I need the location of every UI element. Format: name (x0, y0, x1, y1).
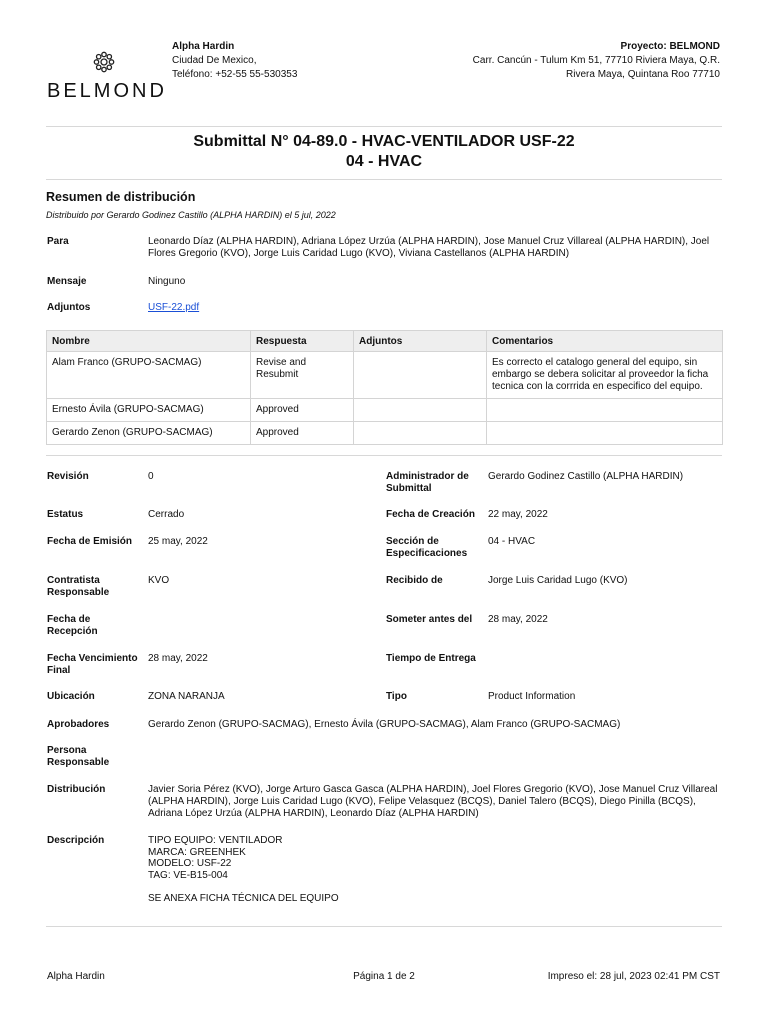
descripcion-line: TIPO EQUIPO: VENTILADOR (148, 835, 283, 846)
col-respuesta: Respuesta (251, 331, 354, 352)
descripcion-spacer (148, 881, 722, 893)
cell-adjuntos (354, 352, 487, 399)
descripcion-line: SE ANEXA FICHA TÉCNICA DEL EQUIPO (148, 892, 339, 904)
contratista-label: Contratista Responsable (47, 575, 110, 598)
company-city: Ciudad De Mexico, (172, 55, 257, 66)
project-name: Proyecto: BELMOND (620, 41, 720, 52)
ubicacion-label: Ubicación (47, 691, 95, 702)
footer-company: Alpha Hardin (47, 971, 105, 982)
recibido-label: Recibido de (386, 575, 443, 586)
someter-label: Someter antes del (386, 614, 473, 625)
header-divider (46, 126, 722, 127)
admin-value: Gerardo Godinez Castillo (ALPHA HARDIN) (488, 471, 684, 482)
table-row (47, 352, 723, 399)
emision-value: 25 may, 2022 (148, 536, 208, 547)
revision-label: Revisión (47, 471, 89, 482)
cell-comentarios (487, 422, 723, 445)
table-row (47, 422, 723, 445)
mensaje-label: Mensaje (47, 276, 87, 287)
table-row (47, 399, 723, 422)
someter-value: 28 may, 2022 (488, 614, 548, 625)
descripcion-line: MODELO: USF-22 (148, 858, 232, 869)
distribucion-value: Javier Soria Pérez (KVO), Jorge Arturo Gasca Gasca (ALPHA HARDIN), Joel Flores Gregorio (KVO), Jose Manuel Cruz Villareal (ALPHA HARDIN), Jorge Luis Caridad Lugo (KVO), Felipe Velasquez (BCQS), Daniel Talero (BCQS), Diego Pinilla (BCQS), Adriana López Urzúa (ALPHA HARDIN), Leonardo Díaz (ALPHA HARDIN) (148, 784, 718, 819)
emision-label: Fecha de Emisión (47, 536, 133, 547)
recepcion-label: Fecha de Recepción (47, 614, 98, 637)
ubicacion-value: ZONA NARANJA (148, 691, 225, 702)
title-divider (46, 179, 722, 180)
cell-comentarios (487, 399, 723, 422)
footer-page: Página 1 de 2 (353, 971, 415, 982)
company-name: Alpha Hardin (172, 41, 235, 52)
descripcion-line: TAG: VE-B15-004 (148, 869, 228, 881)
cell-respuesta: Approved (251, 399, 354, 422)
cell-nombre: Alam Franco (GRUPO-SACMAG) (47, 352, 251, 399)
col-adjuntos: Adjuntos (354, 331, 487, 352)
estatus-label: Estatus (47, 509, 84, 520)
responses-table (46, 330, 723, 445)
vencimiento-label: Fecha Vencimiento Final (47, 653, 138, 676)
footer-printed: Impreso el: 28 jul, 2023 02:41 PM CST (547, 971, 720, 982)
project-address-1: Carr. Cancún - Tulum Km 51, 77710 Riviera Maya, Q.R. (472, 55, 720, 66)
cell-respuesta: Approved (251, 422, 354, 445)
belmond-logo-icon (92, 50, 116, 74)
col-nombre: Nombre (47, 331, 251, 352)
details-divider (46, 926, 722, 927)
creacion-label: Fecha de Creación (386, 509, 475, 520)
company-block (172, 40, 297, 82)
para-value: Leonardo Díaz (ALPHA HARDIN), Adriana López Urzúa (ALPHA HARDIN), Jose Manuel Cruz Villareal (ALPHA HARDIN), Joel Flores Gregorio (KVO), Jorge Luis Caridad Lugo (KVO), Viviana Castellanos (ALPHA HARDIN) (148, 236, 710, 259)
mensaje-value: Ninguno (148, 276, 186, 287)
cell-adjuntos (354, 422, 487, 445)
contratista-value: KVO (148, 575, 170, 586)
seccion-value: 04 - HVAC (488, 536, 536, 547)
cell-nombre: Ernesto Ávila (GRUPO-SACMAG) (47, 399, 251, 422)
page-title: Submittal N° 04-89.0 - HVAC-VENTILADOR USF-22 (193, 133, 575, 150)
descripcion-label: Descripción (47, 835, 105, 846)
seccion-label: Sección de Especificaciones (386, 536, 468, 559)
admin-label: Administrador de Submittal (386, 471, 469, 494)
cell-nombre: Gerardo Zenon (GRUPO-SACMAG) (47, 422, 251, 445)
recibido-value: Jorge Luis Caridad Lugo (KVO) (488, 575, 628, 586)
project-block (473, 40, 720, 82)
aprobadores-label: Aprobadores (47, 719, 110, 730)
persona-label: Persona Responsable (47, 745, 110, 768)
cell-comentarios: Es correcto el catalogo general del equipo, sin embargo se debera solicitar al proveedor la ficha tecnica con la corrrida en especifico del equipo. (487, 352, 723, 399)
cell-adjuntos (354, 399, 487, 422)
descripcion-value (148, 835, 722, 904)
company-phone: Teléfono: +52-55 55-530353 (172, 69, 298, 80)
distribution-heading: Resumen de distribución (46, 190, 196, 204)
creacion-value: 22 may, 2022 (488, 509, 548, 520)
adjuntos-label: Adjuntos (47, 302, 91, 313)
table-divider (46, 455, 722, 456)
attachment-link[interactable]: USF-22.pdf (148, 302, 200, 313)
descripcion-line: MARCA: GREENHEK (148, 846, 246, 858)
project-address-2: Rivera Maya, Quintana Roo 77710 (566, 69, 720, 80)
distribution-byline: Distribuido por Gerardo Godinez Castillo (ALPHA HARDIN) el 5 jul, 2022 (46, 210, 336, 220)
entrega-label: Tiempo de Entrega (386, 653, 476, 664)
revision-value: 0 (148, 471, 154, 482)
aprobadores-value: Gerardo Zenon (GRUPO-SACMAG), Ernesto Ávila (GRUPO-SACMAG), Alam Franco (GRUPO-SACMAG) (148, 719, 621, 730)
page-subtitle: 04 - HVAC (345, 153, 423, 170)
estatus-value: Cerrado (148, 509, 185, 520)
para-label: Para (47, 236, 69, 247)
table-header-row (47, 331, 723, 352)
belmond-wordmark: BELMOND (47, 80, 167, 102)
tipo-value: Product Information (488, 691, 576, 702)
distribucion-label: Distribución (47, 784, 106, 795)
vencimiento-value: 28 may, 2022 (148, 653, 208, 664)
tipo-label: Tipo (386, 691, 407, 702)
col-comentarios: Comentarios (487, 331, 723, 352)
cell-respuesta: Revise and Resubmit (251, 352, 354, 399)
